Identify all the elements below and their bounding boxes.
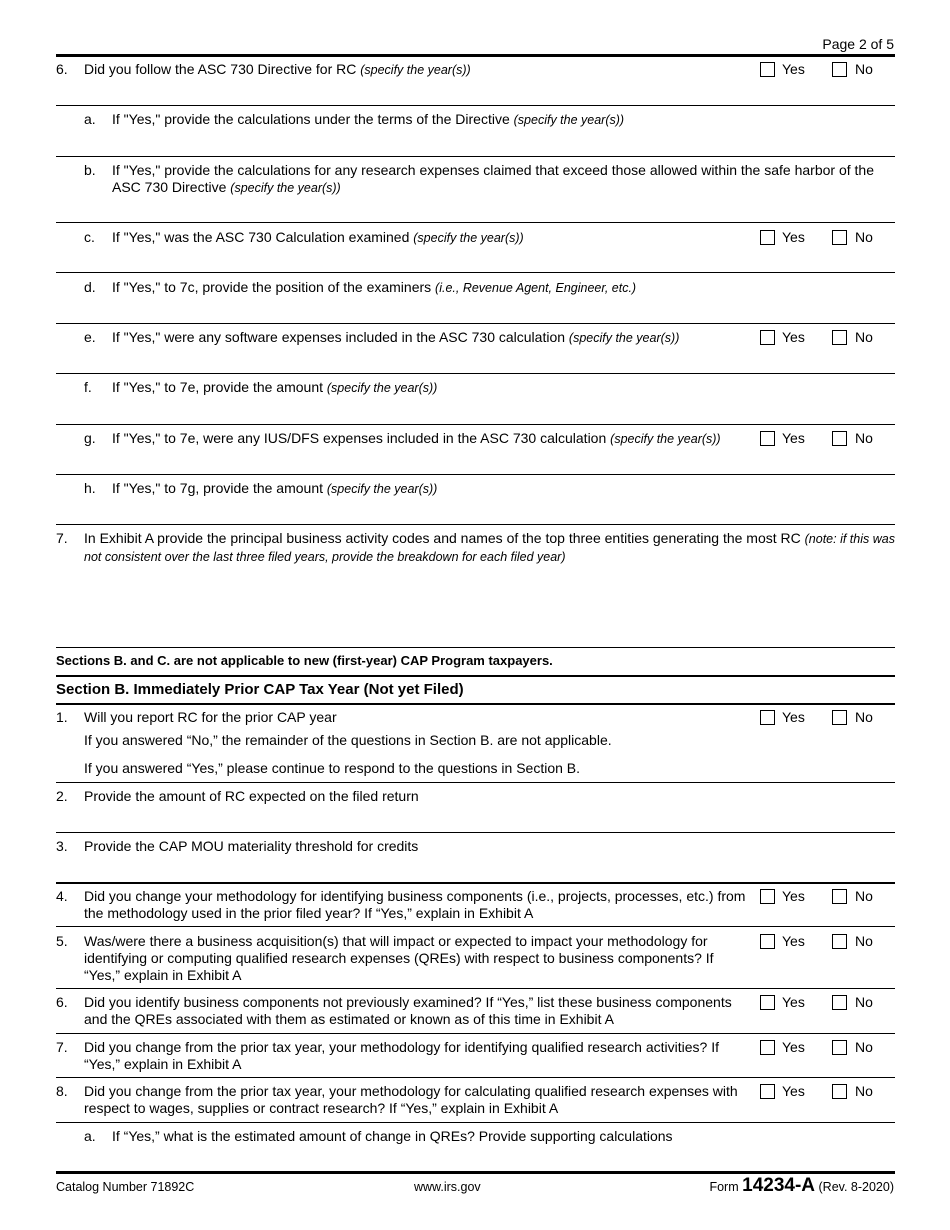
- b1-yes-checkbox[interactable]: [760, 710, 775, 725]
- q6h-letter: h.: [84, 480, 96, 496]
- q6b-text: [112, 162, 894, 197]
- divider: [56, 323, 895, 324]
- sections-notice: Sections B. and C. are not applicable to new (first-year) CAP Program taxpayers.: [56, 653, 553, 668]
- b1-text: Will you report RC for the prior CAP year: [84, 709, 337, 725]
- b8-text: Did you change from the prior tax year, your methodology for calculating qualified research expenses with respect to wages, supplies or contract research? If “Yes,” explain in Exhibit A: [84, 1083, 738, 1116]
- b6-no-label: No: [855, 994, 873, 1010]
- b6-text: Did you identify business components not previously examined? If “Yes,” list these business components and the QREs associated with them as estimated or known as of this time in Exhibit A: [84, 994, 732, 1027]
- q6f-text: [112, 379, 892, 397]
- b1-instruction-yes: If you answered “Yes,” please continue to respond to the questions in Section B.: [84, 760, 581, 776]
- b5-text: Was/were there a business acquisition(s) that will impact or expected to impact your methodology for identifying or computing qualified research expenses (QREs) with respect to business components? If “Yes,” explain in Exhibit A: [84, 933, 714, 983]
- q6-question: Did you follow the ASC 730 Directive for RC: [84, 61, 357, 77]
- b7-no-checkbox[interactable]: [832, 1040, 847, 1055]
- b7-yes-checkbox[interactable]: [760, 1040, 775, 1055]
- b8-no-label: No: [855, 1083, 873, 1099]
- b7-no-label: No: [855, 1039, 873, 1055]
- q6d-question: If "Yes," to 7c, provide the position of the examiners: [112, 279, 432, 295]
- b3-text: Provide the CAP MOU materiality threshold for credits: [84, 838, 419, 854]
- b7-text: Did you change from the prior tax year, your methodology for identifying qualified research activities? If “Yes,” explain in Exhibit A: [84, 1039, 719, 1072]
- b5-yes-checkbox[interactable]: [760, 934, 775, 949]
- q6e-yes-label: Yes: [782, 329, 805, 345]
- top-rule: [56, 54, 895, 57]
- divider: [56, 675, 895, 677]
- q6c-note: (specify the year(s)): [413, 231, 524, 245]
- q6e-question: If "Yes," were any software expenses included in the ASC 730 calculation: [112, 329, 566, 345]
- q6f-question: If "Yes," to 7e, provide the amount: [112, 379, 323, 395]
- q6c-yes-label: Yes: [782, 229, 805, 245]
- divider: [56, 156, 895, 157]
- b4-number: 4.: [56, 888, 68, 904]
- b1-yes-label: Yes: [782, 709, 805, 725]
- b4-yes-checkbox[interactable]: [760, 889, 775, 904]
- footer-rule: [56, 1171, 895, 1174]
- q7-number: 7.: [56, 530, 68, 546]
- q6-number: 6.: [56, 61, 68, 77]
- page-label: Page 2 of 5: [822, 36, 894, 52]
- divider: [56, 222, 895, 223]
- b8a-letter: a.: [84, 1128, 96, 1144]
- q6e-note: (specify the year(s)): [568, 331, 680, 345]
- q6g-yes-label: Yes: [782, 430, 805, 446]
- divider: [56, 474, 895, 475]
- b5-no-label: No: [855, 933, 873, 949]
- form-revision: (Rev. 8-2020): [818, 1180, 894, 1194]
- q6g-no-checkbox[interactable]: [832, 431, 847, 446]
- q6h-text: [112, 480, 892, 498]
- q6c-text: [112, 229, 742, 247]
- q6c-question: If "Yes," was the ASC 730 Calculation examined: [112, 229, 410, 245]
- q6c-no-checkbox[interactable]: [832, 230, 847, 245]
- q6e-yes-checkbox[interactable]: [760, 330, 775, 345]
- q6h-note: (specify the year(s)): [326, 482, 438, 496]
- b8-yes-checkbox[interactable]: [760, 1084, 775, 1099]
- b6-number: 6.: [56, 994, 68, 1010]
- b1-no-checkbox[interactable]: [832, 710, 847, 725]
- q6g-note: (specify the year(s)): [610, 432, 721, 446]
- q7-question: In Exhibit A provide the principal business activity codes and names of the top three entities generating the most RC: [84, 530, 801, 546]
- divider: [56, 1122, 895, 1123]
- q6c-no-label: No: [855, 229, 873, 245]
- q7-note: (note: if this was not consistent over the last three filed years, provide the breakdown for each filed year): [84, 532, 895, 564]
- divider: [56, 926, 895, 927]
- b6-no-checkbox[interactable]: [832, 995, 847, 1010]
- q6g-text: [112, 430, 757, 448]
- divider: [56, 647, 895, 648]
- q6-yes-label: Yes: [782, 61, 805, 77]
- q6b-letter: b.: [84, 162, 96, 178]
- section-b-title: Section B. Immediately Prior CAP Tax Year (Not yet Filed): [56, 681, 464, 698]
- q6f-note: (specify the year(s)): [326, 381, 438, 395]
- q6-no-checkbox[interactable]: [832, 62, 847, 77]
- q6e-no-checkbox[interactable]: [832, 330, 847, 345]
- q6a-text: [112, 111, 892, 129]
- divider: [56, 703, 895, 705]
- b1-no-label: No: [855, 709, 873, 725]
- b7-number: 7.: [56, 1039, 68, 1055]
- q6d-text: [112, 279, 892, 297]
- q6e-text: [112, 329, 752, 347]
- q6b-question: If "Yes," provide the calculations for any research expenses claimed that exceed those allowed within the safe harbor of the ASC 730 Directive: [112, 162, 874, 195]
- b7-yes-label: Yes: [782, 1039, 805, 1055]
- q6e-no-label: No: [855, 329, 873, 345]
- q6-note: (specify the year(s)): [360, 63, 471, 77]
- divider: [56, 882, 895, 884]
- b2-text: Provide the amount of RC expected on the filed return: [84, 788, 419, 804]
- q6-text: [84, 61, 734, 79]
- q6g-letter: g.: [84, 430, 96, 446]
- b4-yes-label: Yes: [782, 888, 805, 904]
- catalog-number: Catalog Number 71892C: [56, 1180, 195, 1194]
- q6c-letter: c.: [84, 229, 95, 245]
- q6d-letter: d.: [84, 279, 96, 295]
- b5-no-checkbox[interactable]: [832, 934, 847, 949]
- b1-instruction-no: If you answered “No,” the remainder of the questions in Section B. are not applicable.: [84, 732, 612, 748]
- b1-number: 1.: [56, 709, 68, 725]
- b8-number: 8.: [56, 1083, 68, 1099]
- divider: [56, 524, 895, 525]
- divider: [56, 832, 895, 833]
- q6h-question: If "Yes," to 7g, provide the amount: [112, 480, 323, 496]
- q6-yes-checkbox[interactable]: [760, 62, 775, 77]
- form-number: 14234-A: [742, 1175, 816, 1196]
- b5-number: 5.: [56, 933, 68, 949]
- b3-number: 3.: [56, 838, 68, 854]
- q6g-yes-checkbox[interactable]: [760, 431, 775, 446]
- divider: [56, 1077, 895, 1078]
- b8a-text: If “Yes,” what is the estimated amount of change in QREs? Provide supporting calculations: [112, 1128, 673, 1144]
- divider: [56, 1033, 895, 1034]
- q6a-letter: a.: [84, 111, 96, 127]
- b4-no-label: No: [855, 888, 873, 904]
- q6a-note: (specify the year(s)): [513, 113, 625, 127]
- q6f-letter: f.: [84, 379, 92, 395]
- divider: [56, 105, 895, 106]
- q6g-question: If "Yes," to 7e, were any IUS/DFS expenses included in the ASC 730 calculation: [112, 430, 607, 446]
- divider: [56, 424, 895, 425]
- divider: [56, 373, 895, 374]
- irs-website: www.irs.gov: [414, 1180, 481, 1194]
- q6c-yes-checkbox[interactable]: [760, 230, 775, 245]
- b2-number: 2.: [56, 788, 68, 804]
- b4-no-checkbox[interactable]: [832, 889, 847, 904]
- form-prefix: Form: [709, 1180, 739, 1194]
- divider: [56, 988, 895, 989]
- b6-yes-checkbox[interactable]: [760, 995, 775, 1010]
- form-id: [709, 1175, 894, 1197]
- q7-text: [84, 530, 895, 566]
- b5-yes-label: Yes: [782, 933, 805, 949]
- b8-yes-label: Yes: [782, 1083, 805, 1099]
- q6b-note: (specify the year(s)): [230, 181, 341, 195]
- b4-text: Did you change your methodology for identifying business components (i.e., projects, processes, etc.) from the methodology used in the prior filed year? If “Yes,” explain in Exhibit A: [84, 888, 746, 921]
- divider: [56, 272, 895, 273]
- q6e-letter: e.: [84, 329, 96, 345]
- q6a-question: If "Yes," provide the calculations under the terms of the Directive: [112, 111, 510, 127]
- b6-yes-label: Yes: [782, 994, 805, 1010]
- divider: [56, 782, 895, 783]
- q6g-no-label: No: [855, 430, 873, 446]
- q6-no-label: No: [855, 61, 873, 77]
- q6d-note: (i.e., Revenue Agent, Engineer, etc.): [435, 281, 637, 295]
- b8-no-checkbox[interactable]: [832, 1084, 847, 1099]
